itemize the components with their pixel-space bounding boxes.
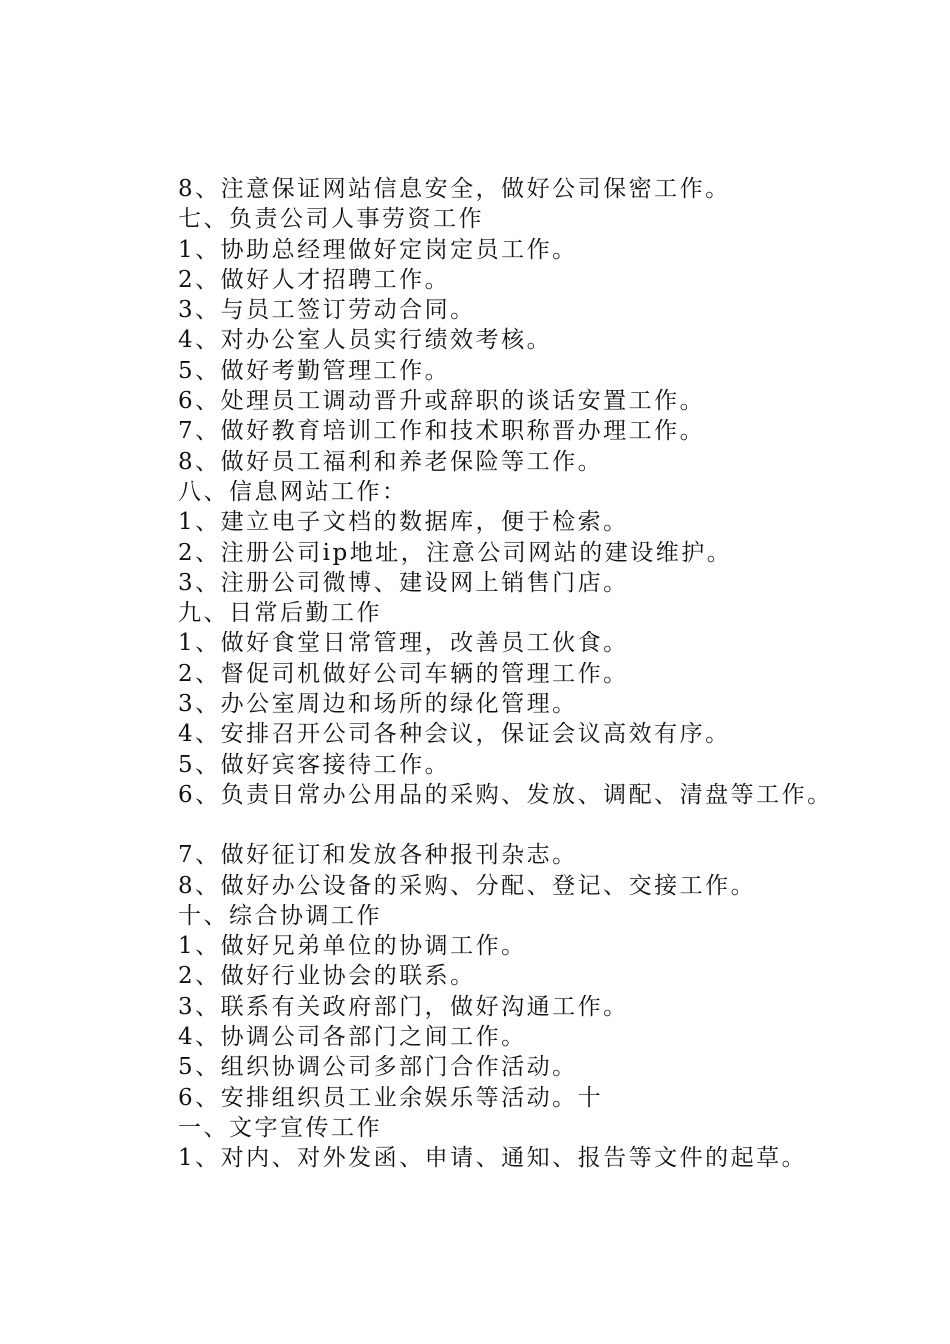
- section-heading: 八、信息网站工作：: [178, 478, 408, 505]
- section-heading: 一、文字宣传工作: [178, 1114, 382, 1141]
- text-line: 1、做好食堂日常管理，改善员工伙食。: [178, 630, 629, 657]
- text-line: 5、做好宾客接待工作。: [178, 751, 451, 778]
- text-line: 4、协调公司各部门之间工作。: [178, 1024, 527, 1051]
- text-line: 3、办公室周边和场所的绿化管理。: [178, 691, 578, 718]
- text-line: 4、对办公室人员实行绩效考核。: [178, 327, 553, 354]
- text-line: 4、安排召开公司各种会议，保证会议高效有序。: [178, 721, 731, 748]
- text-line: 3、联系有关政府部门，做好沟通工作。: [178, 993, 629, 1020]
- text-line: 6、安排组织员工业余娱乐等活动。十: [178, 1084, 604, 1111]
- section-heading: 十、综合协调工作: [178, 902, 382, 929]
- text-line: 5、做好考勤管理工作。: [178, 357, 451, 384]
- text-line: 1、建立电子文档的数据库，便于检索。: [178, 509, 629, 536]
- text-line: 5、组织协调公司多部门合作活动。: [178, 1054, 578, 1081]
- text-line: 3、与员工签订劳动合同。: [178, 297, 476, 324]
- section-heading: 七、负责公司人事劳资工作: [178, 206, 484, 233]
- text-line: 8、注意保证网站信息安全，做好公司保密工作。: [178, 176, 731, 202]
- text-line: 2、督促司机做好公司车辆的管理工作。: [178, 660, 629, 687]
- text-line: 1、协助总经理做好定岗定员工作。: [178, 236, 578, 263]
- text-line: 7、做好教育培训工作和技术职称晋办理工作。: [178, 418, 706, 445]
- text-line: 2、注册公司ip地址，注意公司网站的建设维护。: [178, 539, 733, 566]
- text-line: 1、做好兄弟单位的协调工作。: [178, 933, 527, 960]
- text-line: 1、对内、对外发函、申请、通知、报告等文件的起草。: [178, 1145, 808, 1172]
- blank-line: [178, 810, 918, 840]
- document-body: [178, 174, 918, 1174]
- text-line: 7、做好征订和发放各种报刊杂志。: [178, 842, 578, 869]
- text-line: 2、做好人才招聘工作。: [178, 266, 451, 293]
- text-line: 8、做好员工福利和养老保险等工作。: [178, 448, 604, 475]
- text-line: 6、负责日常办公用品的采购、发放、调配、清盘等工作。: [178, 781, 833, 808]
- text-line: 2、做好行业协会的联系。: [178, 963, 476, 990]
- text-line: 8、做好办公设备的采购、分配、登记、交接工作。: [178, 872, 757, 899]
- text-line: 6、处理员工调动晋升或辞职的谈话安置工作。: [178, 388, 706, 415]
- section-heading: 九、日常后勤工作: [178, 600, 382, 627]
- text-line: 3、注册公司微博、建设网上销售门店。: [178, 569, 629, 596]
